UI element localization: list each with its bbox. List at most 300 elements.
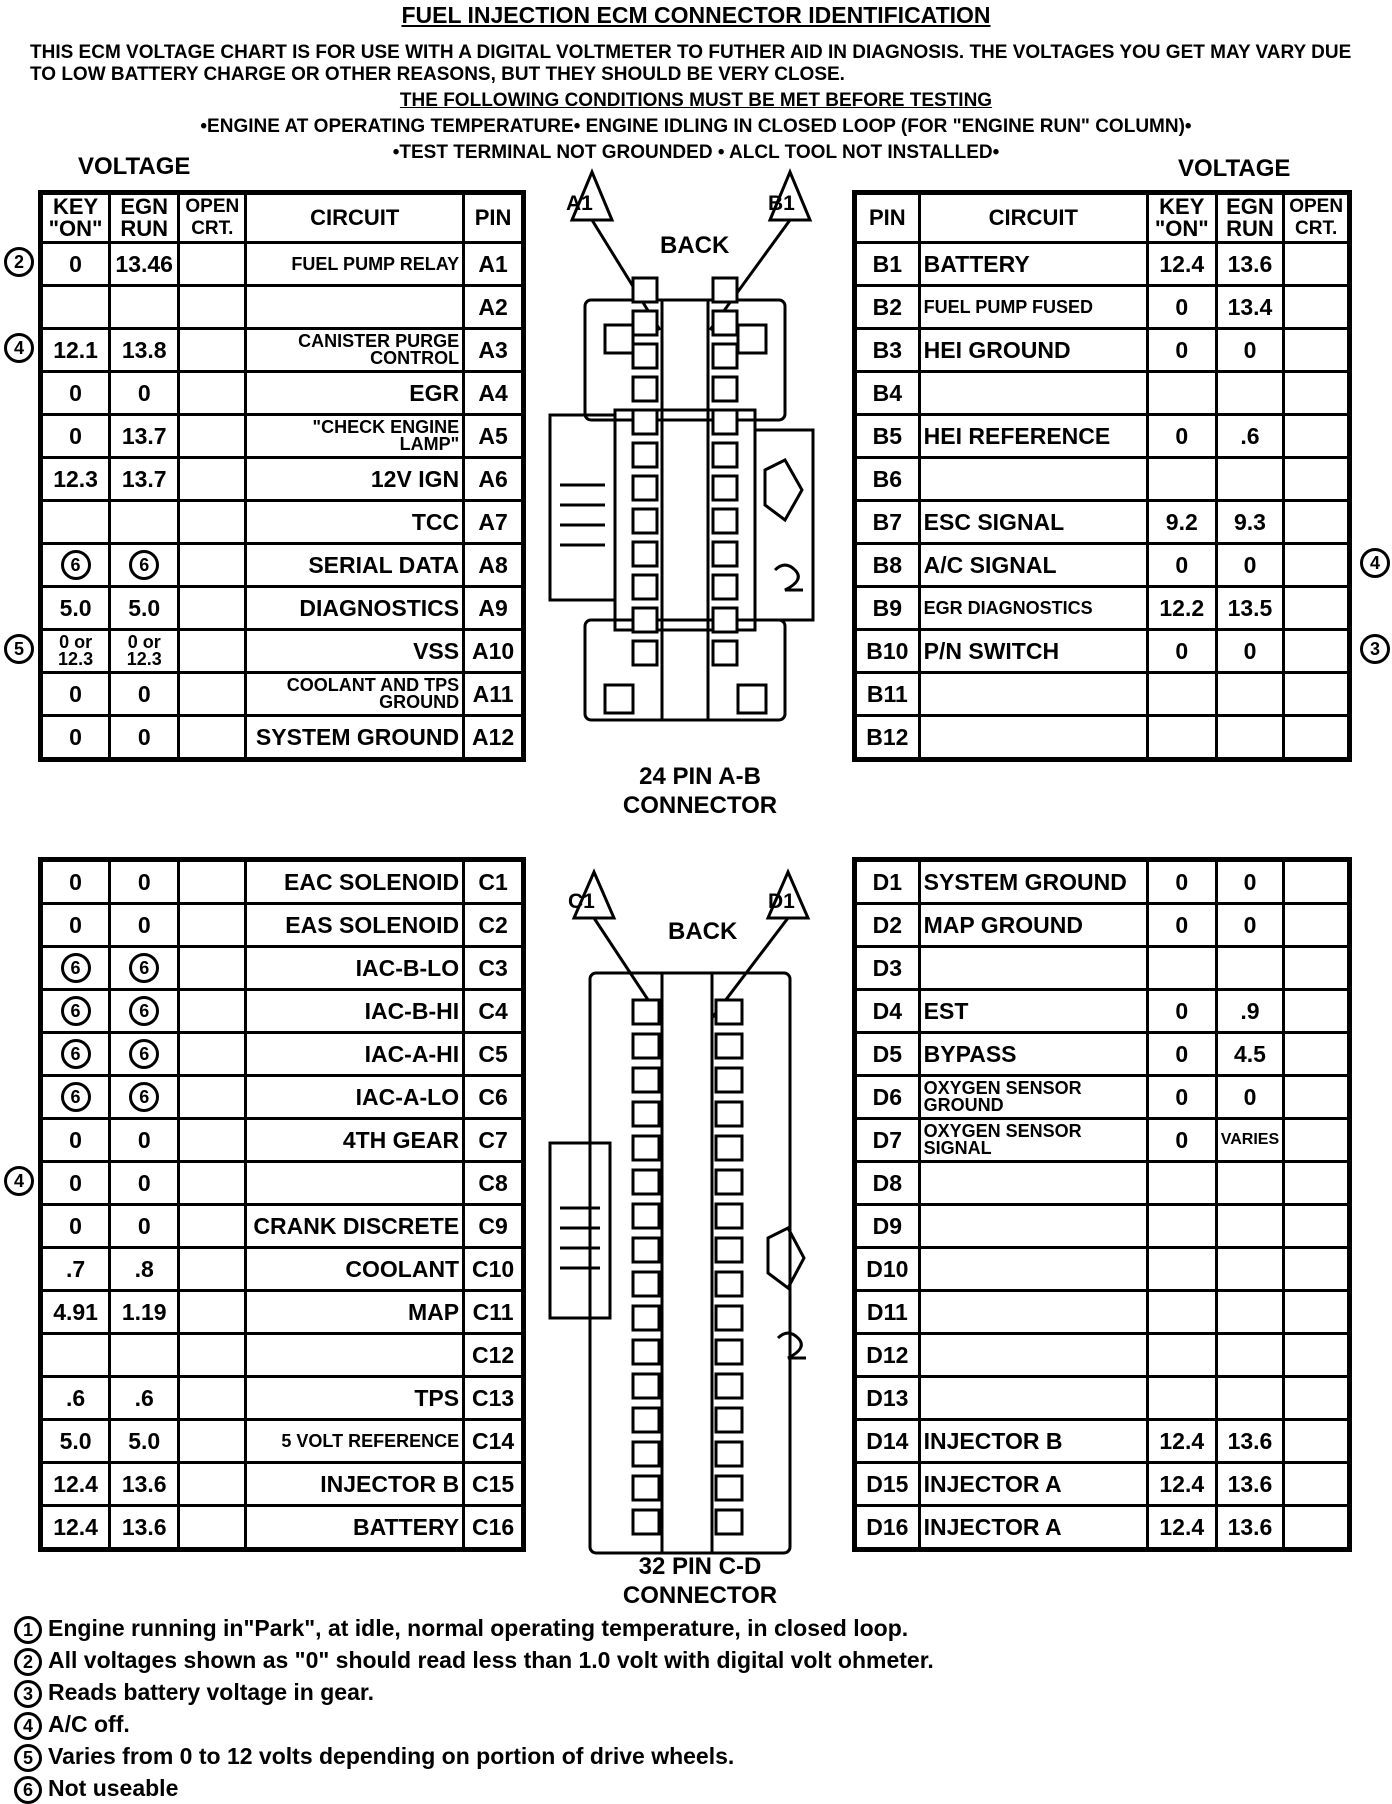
footnote-6-marker: 6	[129, 550, 159, 580]
circuit-cell: P/N SWITCH	[919, 630, 1147, 673]
open-crt-cell	[1284, 544, 1350, 587]
key-on-cell: 5.0	[41, 587, 110, 630]
key-on-cell: 0	[41, 904, 110, 947]
footnote-text: Not useable	[48, 1775, 179, 1801]
connector-pin	[713, 542, 737, 566]
connector-pin	[716, 1510, 742, 1534]
pin-cell: B1	[855, 243, 920, 286]
connector-pin	[716, 1136, 742, 1160]
circuit-cell	[919, 1377, 1147, 1420]
open-crt-cell	[179, 860, 246, 904]
intro-text: THIS ECM VOLTAGE CHART IS FOR USE WITH A DIGITAL VOLTMETER TO FUTHER AID IN DIAGNOSIS. THE VOLTAGES YOU GET MAY VARY DUE TO LOW BATTERY CHARGE OR OTHER REASONS, BUT THEY SHOULD BE VERY CLOSE.	[30, 42, 1352, 85]
connector-pin	[713, 575, 737, 599]
connector-ab-label-1: 24 PIN A-B	[639, 763, 761, 790]
table-row	[41, 716, 524, 760]
pin-cell: A10	[464, 630, 524, 673]
open-crt-cell	[1284, 947, 1350, 990]
open-crt-cell	[179, 673, 246, 716]
egn-run-cell: 4.5	[1216, 1033, 1284, 1076]
key-on-cell: 0	[41, 1119, 110, 1162]
key-on-cell: 0	[1147, 286, 1216, 329]
open-crt-cell	[1284, 1119, 1350, 1162]
footnote-6-marker: 6	[61, 953, 91, 983]
circuit-cell: 4TH GEAR	[246, 1119, 464, 1162]
connector-pin	[633, 311, 657, 335]
connector-pin	[716, 1238, 742, 1262]
footnote-text: Reads battery voltage in gear.	[48, 1679, 374, 1705]
table-row	[855, 904, 1350, 947]
table-row	[41, 947, 524, 990]
circuit-cell: FUEL PUMP RELAY	[246, 243, 464, 286]
circuit-cell	[919, 716, 1147, 760]
egn-run-cell: 0 or 12.3	[110, 630, 179, 673]
footnote-number: 1	[14, 1616, 42, 1644]
footnote-item	[14, 1644, 934, 1676]
key-on-cell	[1147, 1205, 1216, 1248]
key-on-cell: 12.1	[41, 329, 110, 372]
circuit-cell	[919, 372, 1147, 415]
open-crt-cell	[1284, 673, 1350, 716]
table-row	[855, 587, 1350, 630]
key-on-cell	[41, 1334, 110, 1377]
footnote-item	[14, 1772, 934, 1804]
footnote-number: 6	[14, 1776, 42, 1804]
table-row	[41, 990, 524, 1033]
table-row	[855, 1506, 1350, 1550]
key-on-cell: 0	[41, 243, 110, 286]
marker-d1: D1	[768, 890, 795, 913]
circuit-cell: SERIAL DATA	[246, 544, 464, 587]
circuit-cell: MAP	[246, 1291, 464, 1334]
circuit-cell: TCC	[246, 501, 464, 544]
egn-run-cell	[110, 947, 179, 990]
table-row	[855, 329, 1350, 372]
footnote-number: 3	[14, 1680, 42, 1708]
pin-cell: A3	[464, 329, 524, 372]
pin-cell: D9	[855, 1205, 920, 1248]
circuit-cell	[246, 1334, 464, 1377]
connector-pin	[633, 1374, 659, 1398]
egn-run-cell	[1216, 1205, 1284, 1248]
pin-cell: C12	[464, 1334, 524, 1377]
circuit-cell: TPS	[246, 1377, 464, 1420]
open-crt-cell	[179, 329, 246, 372]
table-row	[855, 1162, 1350, 1205]
egn-run-cell: 0	[1216, 1076, 1284, 1119]
pin-cell: A1	[464, 243, 524, 286]
table-row	[41, 501, 524, 544]
connector-ab-label	[590, 762, 810, 820]
table-row	[855, 673, 1350, 716]
table-row	[855, 1420, 1350, 1463]
connector-cd-label-2: CONNECTOR	[622, 1582, 778, 1609]
table-row	[855, 544, 1350, 587]
open-crt-cell	[179, 587, 246, 630]
pin-cell: A2	[464, 286, 524, 329]
table-row	[855, 458, 1350, 501]
pin-cell: D7	[855, 1119, 920, 1162]
footnote-number: 5	[14, 1744, 42, 1772]
connector-pin	[633, 1340, 659, 1364]
connector-pin	[713, 509, 737, 533]
open-crt-cell	[1284, 1205, 1350, 1248]
open-crt-cell	[179, 1420, 246, 1463]
connector-pin	[716, 1442, 742, 1466]
key-on-cell: 0	[41, 1162, 110, 1205]
pin-cell: A12	[464, 716, 524, 760]
pin-cell: D13	[855, 1377, 920, 1420]
conditions-heading: THE FOLLOWING CONDITIONS MUST BE MET BEFORE TESTING	[399, 90, 993, 111]
key-on-cell	[41, 286, 110, 329]
egn-run-cell: VARIES	[1216, 1119, 1284, 1162]
header-circuit: CIRCUIT	[919, 193, 1147, 243]
open-crt-cell	[179, 1033, 246, 1076]
open-crt-cell	[1284, 716, 1350, 760]
open-crt-cell	[179, 1334, 246, 1377]
connector-pin	[716, 1102, 742, 1126]
open-crt-cell	[1284, 1463, 1350, 1506]
connector-pin	[633, 608, 657, 632]
table-row	[41, 458, 524, 501]
table-row	[855, 243, 1350, 286]
key-on-cell	[1147, 1248, 1216, 1291]
circuit-cell: 5 VOLT REFERENCE	[246, 1420, 464, 1463]
egn-run-cell: 0	[1216, 904, 1284, 947]
table-row	[41, 1248, 524, 1291]
key-on-cell: 0	[1147, 544, 1216, 587]
circuit-cell: OXYGEN SENSOR SIGNAL	[919, 1119, 1147, 1162]
egn-run-cell: 13.46	[110, 243, 179, 286]
pin-cell: B2	[855, 286, 920, 329]
pin-cell: C6	[464, 1076, 524, 1119]
pin-cell: C11	[464, 1291, 524, 1334]
circuit-cell: INJECTOR B	[246, 1463, 464, 1506]
circuit-cell: VSS	[246, 630, 464, 673]
pin-cell: B8	[855, 544, 920, 587]
egn-run-cell: 0	[110, 1119, 179, 1162]
key-on-cell: .7	[41, 1248, 110, 1291]
header-egn-run: EGN RUN	[110, 193, 179, 243]
key-on-cell	[41, 947, 110, 990]
footnote-6-marker: 6	[61, 996, 91, 1026]
circuit-cell: 12V IGN	[246, 458, 464, 501]
key-on-cell	[1147, 716, 1216, 760]
key-on-cell: 0	[1147, 329, 1216, 372]
egn-run-cell	[1216, 673, 1284, 716]
key-on-cell: 0	[41, 716, 110, 760]
circuit-cell	[919, 458, 1147, 501]
circuit-cell: HEI GROUND	[919, 329, 1147, 372]
connector-pin	[713, 608, 737, 632]
connector-cd-diagram	[540, 848, 840, 1568]
key-on-cell: 12.4	[1147, 1420, 1216, 1463]
egn-run-cell: 0	[1216, 630, 1284, 673]
open-crt-cell	[179, 1248, 246, 1291]
table-a	[38, 190, 526, 762]
egn-run-cell	[1216, 372, 1284, 415]
connector-pin	[716, 1306, 742, 1330]
open-crt-cell	[179, 1291, 246, 1334]
footnote-text: All voltages shown as "0" should read less than 1.0 volt with digital volt ohmeter.	[48, 1647, 934, 1673]
open-crt-cell	[1284, 243, 1350, 286]
pin-cell: C3	[464, 947, 524, 990]
egn-run-cell: 5.0	[110, 1420, 179, 1463]
circuit-cell	[919, 1291, 1147, 1334]
key-on-cell	[1147, 1334, 1216, 1377]
circuit-cell: EAC SOLENOID	[246, 860, 464, 904]
pin-cell: C14	[464, 1420, 524, 1463]
table-d	[852, 857, 1352, 1552]
pin-cell: C2	[464, 904, 524, 947]
open-crt-cell	[179, 1162, 246, 1205]
connector-cd-label	[590, 1552, 810, 1610]
connector-pin	[716, 1408, 742, 1432]
table-row	[41, 286, 524, 329]
connector-pin	[633, 1272, 659, 1296]
table-c	[38, 857, 526, 1552]
circuit-cell: CANISTER PURGE CONTROL	[246, 329, 464, 372]
egn-run-cell: 0	[110, 1162, 179, 1205]
circuit-cell: INJECTOR A	[919, 1463, 1147, 1506]
table-row	[41, 630, 524, 673]
pin-cell: C7	[464, 1119, 524, 1162]
pin-cell: D14	[855, 1420, 920, 1463]
pin-cell: C1	[464, 860, 524, 904]
circuit-cell: EAS SOLENOID	[246, 904, 464, 947]
egn-run-cell: 9.3	[1216, 501, 1284, 544]
table-row	[41, 544, 524, 587]
table-row	[855, 1463, 1350, 1506]
pin-cell: B6	[855, 458, 920, 501]
table-row	[855, 1119, 1350, 1162]
pin-cell: C16	[464, 1506, 524, 1550]
key-on-cell	[1147, 1291, 1216, 1334]
pin-cell: B5	[855, 415, 920, 458]
table-row	[41, 860, 524, 904]
open-crt-cell	[179, 1463, 246, 1506]
connector-pin	[713, 344, 737, 368]
open-crt-cell	[179, 544, 246, 587]
connector-pin	[633, 1510, 659, 1534]
footnote-6-marker: 6	[129, 1039, 159, 1069]
open-crt-cell	[179, 1205, 246, 1248]
pin-cell: D6	[855, 1076, 920, 1119]
circuit-cell	[246, 286, 464, 329]
egn-run-cell: 0	[1216, 860, 1284, 904]
pin-cell: A4	[464, 372, 524, 415]
open-crt-cell	[1284, 1506, 1350, 1550]
key-on-cell: 0	[41, 372, 110, 415]
footnote-6-marker: 6	[61, 1039, 91, 1069]
key-on-cell: 0 or 12.3	[41, 630, 110, 673]
circuit-cell: COOLANT AND TPS GROUND	[246, 673, 464, 716]
key-on-cell	[1147, 1162, 1216, 1205]
marker-c1: C1	[568, 890, 595, 913]
egn-run-cell: 13.5	[1216, 587, 1284, 630]
egn-run-cell	[1216, 458, 1284, 501]
circuit-cell: IAC-B-LO	[246, 947, 464, 990]
table-b	[852, 190, 1352, 762]
open-crt-cell	[1284, 372, 1350, 415]
table-row	[855, 1291, 1350, 1334]
pin-cell: B7	[855, 501, 920, 544]
connector-pin	[716, 1374, 742, 1398]
open-crt-cell	[179, 458, 246, 501]
connector-pin	[633, 1170, 659, 1194]
key-on-cell	[1147, 372, 1216, 415]
pin-cell: C9	[464, 1205, 524, 1248]
key-on-cell	[41, 990, 110, 1033]
egn-run-cell: 13.6	[110, 1463, 179, 1506]
egn-run-cell: 5.0	[110, 587, 179, 630]
connector-pin	[716, 1000, 742, 1024]
open-crt-cell	[179, 372, 246, 415]
egn-run-cell: 0	[110, 904, 179, 947]
connector-pin	[633, 443, 657, 467]
egn-run-cell: 13.8	[110, 329, 179, 372]
header-pin: PIN	[855, 193, 920, 243]
table-row	[855, 860, 1350, 904]
open-crt-cell	[1284, 1033, 1350, 1076]
key-on-cell: 0	[1147, 904, 1216, 947]
header-key-on: KEY "ON"	[41, 193, 110, 243]
connector-pin	[713, 641, 737, 665]
open-crt-cell	[179, 947, 246, 990]
footnote-6-marker: 6	[61, 1082, 91, 1112]
open-crt-cell	[1284, 1420, 1350, 1463]
connector-pin	[716, 1272, 742, 1296]
connector-cd-back: BACK	[668, 918, 738, 945]
footnote-text: Engine running in"Park", at idle, normal operating temperature, in closed loop.	[48, 1615, 909, 1641]
open-crt-cell	[179, 415, 246, 458]
connector-pin	[633, 1034, 659, 1058]
table-row	[41, 1506, 524, 1550]
open-crt-cell	[1284, 587, 1350, 630]
footnote-6-marker: 6	[61, 550, 91, 580]
table-row	[855, 1377, 1350, 1420]
pin-cell: C13	[464, 1377, 524, 1420]
egn-run-cell: 13.6	[1216, 243, 1284, 286]
open-crt-cell	[1284, 286, 1350, 329]
table-row	[855, 1248, 1350, 1291]
open-crt-cell	[179, 904, 246, 947]
key-on-cell: 0	[41, 860, 110, 904]
header-circuit: CIRCUIT	[246, 193, 464, 243]
connector-pin	[713, 311, 737, 335]
open-crt-cell	[179, 1506, 246, 1550]
key-on-cell: 12.2	[1147, 587, 1216, 630]
egn-run-cell	[110, 286, 179, 329]
egn-run-cell: .9	[1216, 990, 1284, 1033]
connector-cd-label-1: 32 PIN C-D	[638, 1553, 762, 1580]
table-row	[855, 1076, 1350, 1119]
connector-pin	[633, 575, 657, 599]
circuit-cell: EST	[919, 990, 1147, 1033]
circuit-cell	[919, 947, 1147, 990]
key-on-cell	[1147, 673, 1216, 716]
connector-pin	[713, 377, 737, 401]
footnote-item	[14, 1676, 934, 1708]
key-on-cell	[1147, 458, 1216, 501]
open-crt-cell	[1284, 415, 1350, 458]
circuit-cell: A/C SIGNAL	[919, 544, 1147, 587]
open-crt-cell	[1284, 1162, 1350, 1205]
circuit-cell: IAC-A-LO	[246, 1076, 464, 1119]
footnote-number: 4	[14, 1712, 42, 1740]
key-on-cell	[41, 1076, 110, 1119]
pin-cell: A5	[464, 415, 524, 458]
circuit-cell: DIAGNOSTICS	[246, 587, 464, 630]
connector-pin	[713, 410, 737, 434]
egn-run-cell	[110, 544, 179, 587]
circuit-cell: COOLANT	[246, 1248, 464, 1291]
egn-run-cell: 0	[110, 1205, 179, 1248]
open-crt-cell	[179, 243, 246, 286]
circuit-cell: EGR	[246, 372, 464, 415]
connector-pin	[713, 278, 737, 302]
footnote-item	[14, 1708, 934, 1740]
egn-run-cell: 13.4	[1216, 286, 1284, 329]
circuit-cell: HEI REFERENCE	[919, 415, 1147, 458]
connector-ab-back: BACK	[660, 232, 730, 259]
pin-cell: A6	[464, 458, 524, 501]
footnote-text: Varies from 0 to 12 volts depending on portion of drive wheels.	[48, 1743, 735, 1769]
table-row	[855, 990, 1350, 1033]
connector-pin	[716, 1170, 742, 1194]
table-row	[41, 1334, 524, 1377]
pin-cell: D15	[855, 1463, 920, 1506]
open-crt-cell	[179, 501, 246, 544]
footnote-marker: 4	[4, 1166, 34, 1196]
pin-cell: D8	[855, 1162, 920, 1205]
table-row	[41, 372, 524, 415]
circuit-cell: IAC-A-HI	[246, 1033, 464, 1076]
voltage-label-right: VOLTAGE	[1178, 155, 1291, 182]
connector-pin	[633, 509, 657, 533]
connector-pin	[633, 1136, 659, 1160]
egn-run-cell	[110, 501, 179, 544]
pin-cell: B3	[855, 329, 920, 372]
header-egn-run: EGN RUN	[1216, 193, 1284, 243]
circuit-cell	[919, 1248, 1147, 1291]
pin-cell: D4	[855, 990, 920, 1033]
header-pin: PIN	[464, 193, 524, 243]
connector-pin	[713, 443, 737, 467]
key-on-cell: 12.4	[41, 1463, 110, 1506]
open-crt-cell	[1284, 990, 1350, 1033]
egn-run-cell	[1216, 1334, 1284, 1377]
table-row	[41, 1205, 524, 1248]
egn-run-cell	[110, 1076, 179, 1119]
egn-run-cell: 13.6	[1216, 1420, 1284, 1463]
egn-run-cell: 13.6	[110, 1506, 179, 1550]
connector-pin	[633, 1204, 659, 1228]
pin-cell: D3	[855, 947, 920, 990]
key-on-cell	[41, 544, 110, 587]
circuit-cell	[919, 1205, 1147, 1248]
footnote-marker: 4	[1360, 548, 1390, 578]
pin-cell: A9	[464, 587, 524, 630]
circuit-cell: BATTERY	[919, 243, 1147, 286]
egn-run-cell	[1216, 716, 1284, 760]
connector-pin	[716, 1476, 742, 1500]
egn-run-cell: 0	[110, 716, 179, 760]
open-crt-cell	[1284, 1076, 1350, 1119]
key-on-cell: 0	[1147, 1076, 1216, 1119]
open-crt-cell	[1284, 1334, 1350, 1377]
key-on-cell: 0	[1147, 990, 1216, 1033]
connector-pin	[633, 1000, 659, 1024]
